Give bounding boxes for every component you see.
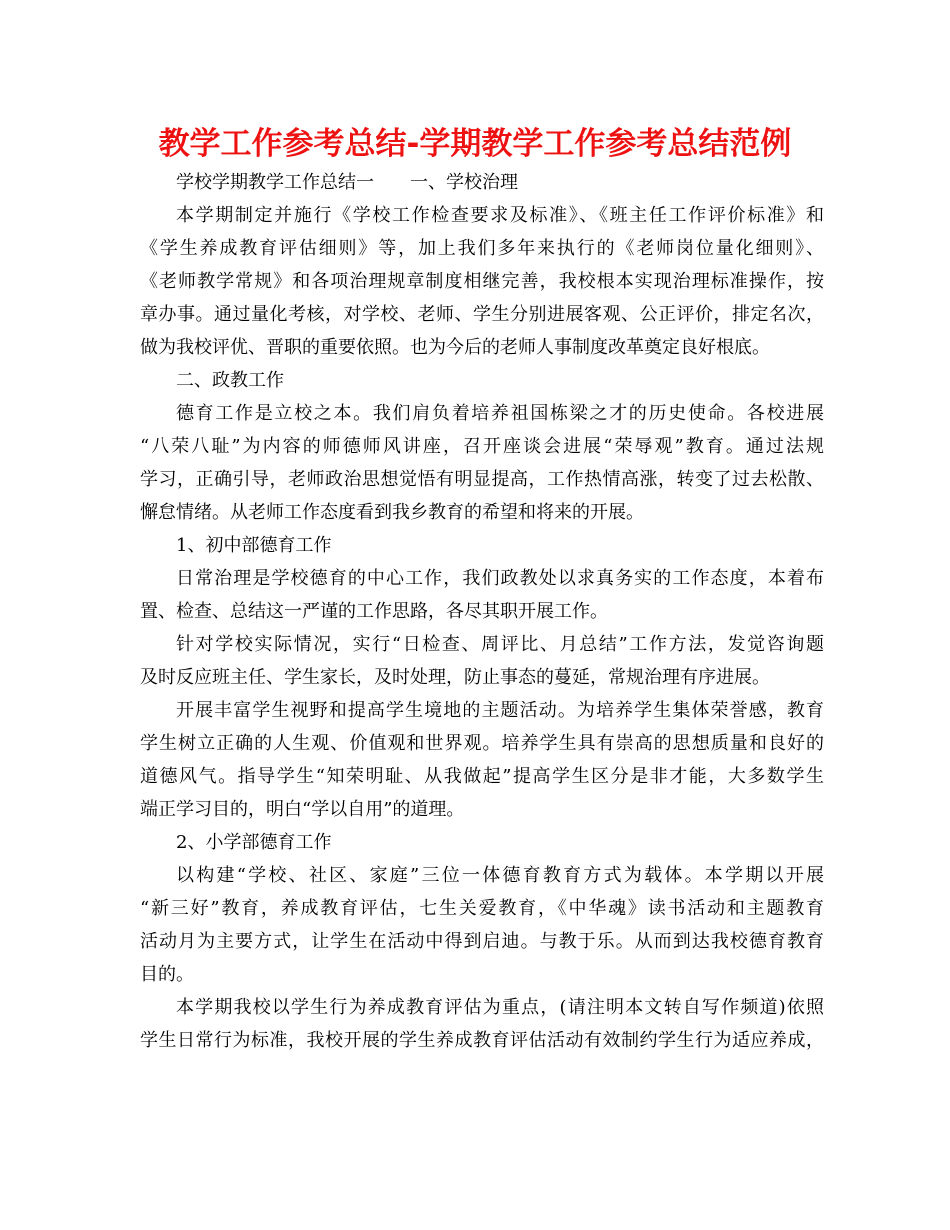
section-subtitle — [140, 166, 824, 199]
text-line: 德育工作是立校之本。我们肩负着培养祖国栋梁之才的历史使命。各校进展 — [176, 403, 824, 424]
text-line: 学生日常行为标准，我校开展的学生养成教育评估活动有效制约学生行为适应养成， — [140, 1030, 824, 1051]
text-line: 置、检查、总结这一严谨的工作思路，各尽其职开展工作。 — [140, 601, 608, 622]
text-line: 章办事。通过量化考核，对学校、老师、学生分别进展客观、公正评价，排定名次， — [140, 304, 824, 325]
text-line: 做为我校评优、晋职的重要依照。也为今后的老师人事制度改革奠定良好根底。 — [140, 337, 770, 358]
section-heading: 1、初中部德育工作 — [176, 535, 332, 556]
document-title: 教学工作参考总结-学期教学工作参考总结范例 — [158, 126, 792, 162]
paragraph-lines — [140, 199, 824, 1057]
document-body — [140, 166, 824, 1057]
text-line: 日常治理是学校德育的中心工作，我们政教处以求真务实的工作态度，本着布 — [176, 568, 824, 589]
text-line: 目的。 — [140, 964, 194, 985]
text-line: “八荣八耻”为内容的师德师风讲座，召开座谈会进展“荣辱观”教育。通过法规 — [140, 436, 824, 457]
text-line: 本学期我校以学生行为养成教育评估为重点，(请注明本文转自写作频道)依照 — [176, 997, 824, 1018]
text-line: 端正学习目的，明白“学以自用”的道理。 — [140, 799, 465, 820]
section-heading: 二、政教工作 — [176, 370, 284, 391]
text-line: 活动月为主要方式，让学生在活动中得到启迪。与教于乐。从而到达我校德育教育 — [140, 931, 824, 952]
text-line: 针对学校实际情况，实行“日检查、周评比、月总结”工作方法，发觉咨询题 — [176, 634, 824, 655]
text-line: 学生树立正确的人生观、价值观和世界观。培养学生具有崇高的思想质量和良好的 — [140, 733, 824, 754]
subtitle-left: 学校学期教学工作总结一 — [176, 172, 374, 193]
text-line: 《学生养成教育评估细则》等，加上我们多年来执行的《老师岗位量化细则》、 — [140, 238, 824, 259]
text-line: 本学期制定并施行《学校工作检查要求及标准》、《班主任工作评价标准》和 — [176, 205, 824, 226]
text-line: 学习，正确引导，老师政治思想觉悟有明显提高，工作热情高涨，转变了过去松散、 — [140, 469, 824, 490]
section-heading: 2、小学部德育工作 — [176, 832, 332, 853]
text-line: “新三好”教育，养成教育评估，七生关爱教育，《中华魂》读书活动和主题教育 — [140, 898, 824, 919]
text-line: 及时反应班主任、学生家长，及时处理，防止事态的蔓延，常规治理有序进展。 — [140, 667, 770, 688]
text-line: 道德风气。指导学生“知荣明耻、从我做起”提高学生区分是非才能，大多数学生 — [140, 766, 824, 787]
text-line: 开展丰富学生视野和提高学生境地的主题活动。为培养学生集体荣誉感，教育 — [176, 700, 824, 721]
text-line: 《老师教学常规》和各项治理规章制度相继完善，我校根本实现治理标准操作，按 — [140, 271, 824, 292]
text-line: 懈怠情绪。从老师工作态度看到我乡教育的希望和将来的开展。 — [140, 502, 644, 523]
text-line: 以构建“学校、社区、家庭”三位一体德育教育方式为载体。本学期以开展 — [176, 865, 824, 886]
subtitle-right: 一、学校治理 — [410, 172, 518, 193]
